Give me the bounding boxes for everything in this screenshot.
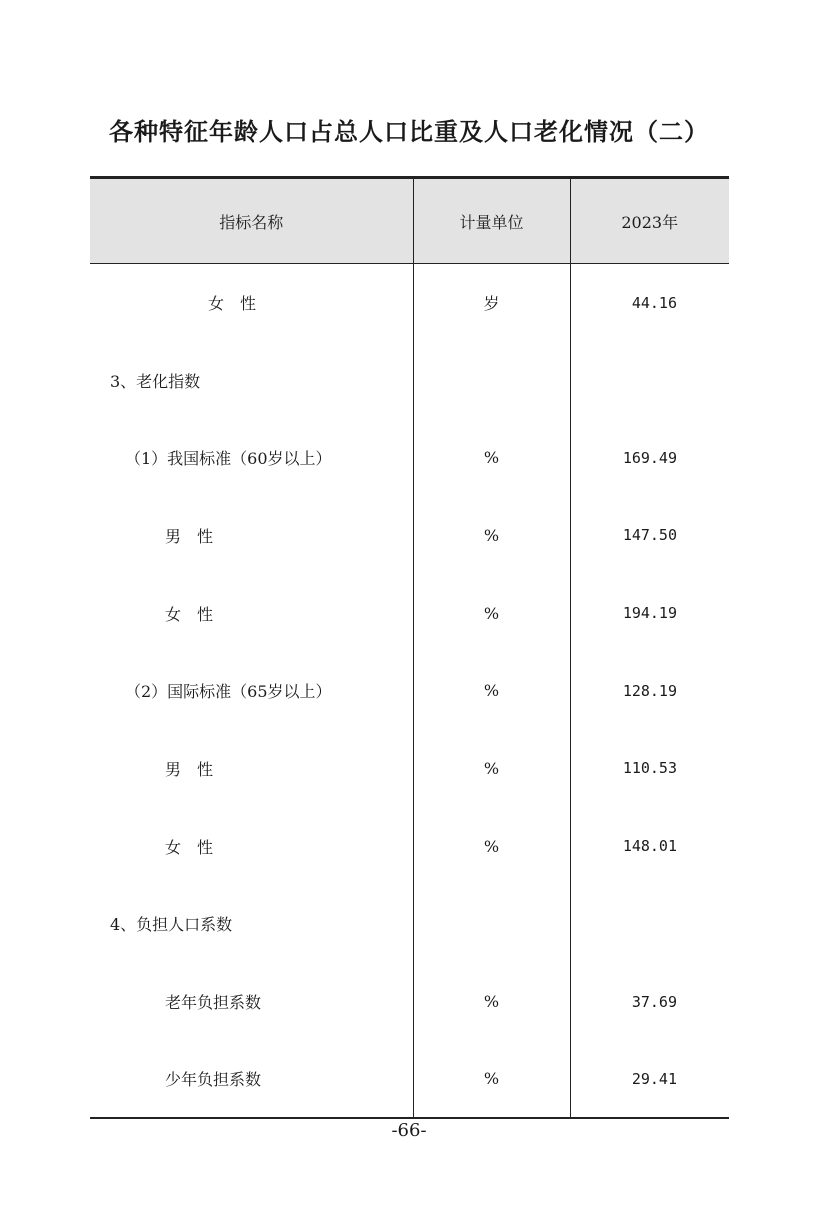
row-value-2023: 128.19 [570,652,729,730]
row-value-2023: 147.50 [570,497,729,575]
table-row [90,963,729,1041]
table-row [90,885,729,963]
row-value-2023: 110.53 [570,730,729,808]
table-row [90,807,729,885]
row-unit [413,885,570,963]
row-unit: % [413,497,570,575]
table-row [90,419,729,497]
row-indicator-name: 女 性 [165,604,214,624]
header-unit: 计量单位 [413,178,570,264]
row-unit: % [413,1040,570,1118]
row-value-2023: 44.16 [570,264,729,342]
row-unit: % [413,730,570,808]
header-year: 2023年 [570,178,729,264]
row-indicator-name: 4、负担人口系数 [110,915,233,935]
row-value-2023 [570,885,729,963]
header-indicator-name: 指标名称 [90,178,413,264]
row-indicator-name: 老年负担系数 [165,993,262,1013]
row-indicator-name: 女 性 [208,294,257,314]
row-indicator-name: （1）我国标准（60岁以上） [125,449,332,469]
row-value-2023 [570,341,729,419]
row-indicator-name: （2）国际标准（65岁以上） [125,682,332,702]
row-unit: % [413,807,570,885]
row-unit: % [413,963,570,1041]
table-row [90,341,729,419]
row-unit [413,341,570,419]
data-table-container [90,176,729,1119]
row-indicator-name: 男 性 [165,526,214,546]
row-value-2023: 194.19 [570,574,729,652]
row-indicator-name: 男 性 [165,759,214,779]
row-unit: % [413,652,570,730]
row-indicator-name: 3、老化指数 [110,371,201,391]
row-value-2023: 29.41 [570,1040,729,1118]
row-unit: % [413,419,570,497]
table-row [90,652,729,730]
row-value-2023: 169.49 [570,419,729,497]
table-row [90,730,729,808]
page-number: -66- [391,1120,427,1141]
row-indicator-name: 少年负担系数 [90,1040,413,1118]
table-row [90,264,729,342]
row-unit: % [413,574,570,652]
data-table [90,176,729,1119]
table-row [90,574,729,652]
row-indicator-name: 女 性 [165,837,214,857]
table-row [90,1040,729,1118]
table-header-row [90,178,729,264]
table-body [90,264,729,1119]
row-value-2023: 37.69 [570,963,729,1041]
page-title: 各种特征年龄人口占总人口比重及人口老化情况（二） [109,117,709,146]
table-row [90,497,729,575]
row-unit: 岁 [413,264,570,342]
row-value-2023: 148.01 [570,807,729,885]
